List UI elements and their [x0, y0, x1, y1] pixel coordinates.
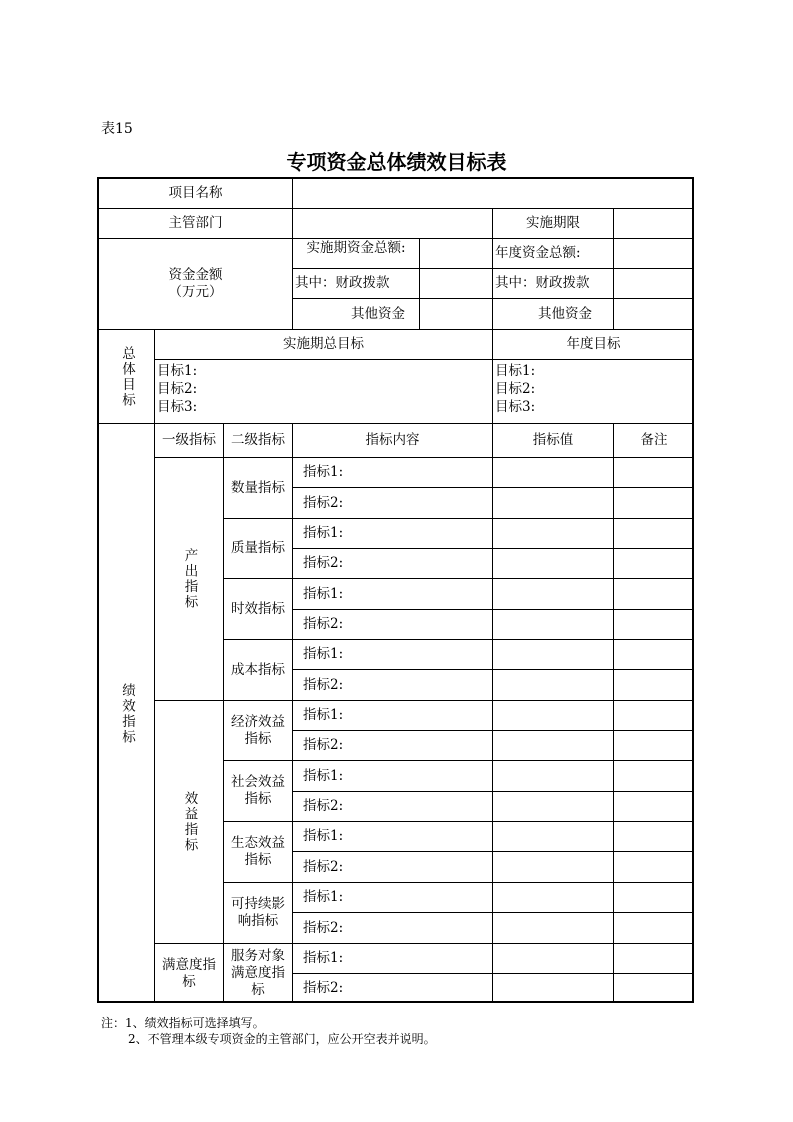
- document-title: 专项资金总体绩效目标表: [286, 150, 507, 174]
- footnote-1: 注：1、绩效指标可选择填写。: [101, 1016, 265, 1030]
- dept-value[interactable]: [293, 209, 492, 238]
- period-goal-3: 目标3:: [157, 399, 198, 415]
- other-label-2: 其他资金: [538, 305, 592, 322]
- period-goal-1: 目标1:: [157, 363, 198, 379]
- level2-sustainable: [224, 883, 292, 943]
- period-value[interactable]: [614, 209, 694, 238]
- fund-amount-unit: （万元）: [168, 284, 223, 300]
- col-level1-header: 一级指标: [162, 432, 216, 448]
- period-goal-header: 实施期总目标: [283, 336, 364, 352]
- period-goals-list[interactable]: [155, 360, 492, 423]
- level2-ecological-text: 生态效益指标: [231, 835, 285, 868]
- annual-goals-list[interactable]: [493, 360, 694, 423]
- level2-ecological: [224, 822, 292, 882]
- indicator-item[interactable]: 指标1:: [303, 950, 344, 966]
- indicator-item[interactable]: 指标2:: [303, 616, 344, 632]
- annual-total-label: 年度资金总额:: [495, 245, 581, 261]
- indicator-item[interactable]: 指标2:: [303, 798, 344, 814]
- performance-goal-table: [97, 177, 694, 1003]
- overall-goals-label-text: 总体目标: [119, 345, 135, 408]
- indicator-item[interactable]: 指标2:: [303, 676, 344, 693]
- level2-service-satisfaction: [224, 944, 292, 1003]
- annual-goal-3: 目标3:: [495, 399, 536, 415]
- annual-total-value[interactable]: [614, 239, 694, 268]
- col-content-header: 指标内容: [365, 432, 420, 448]
- table-number: 表15: [101, 121, 133, 137]
- indicator-item[interactable]: 指标2:: [303, 980, 344, 996]
- annual-goal-header: 年度目标: [566, 336, 621, 352]
- period-total-label-text: 实施期资金总额:: [306, 240, 406, 256]
- col-remark-header: 备注: [640, 432, 668, 448]
- dept-label: 主管部门: [168, 215, 223, 231]
- level1-satisfaction-text: 满意度指标: [162, 956, 216, 990]
- indicator-item[interactable]: 指标1:: [303, 464, 344, 480]
- level2-social: [224, 761, 292, 821]
- level1-benefit-text: 效益指标: [181, 791, 198, 853]
- indicator-item[interactable]: 指标1:: [303, 585, 344, 602]
- indicator-item[interactable]: 指标2:: [303, 555, 344, 571]
- fiscal-value-1[interactable]: [420, 269, 492, 298]
- annual-goal-2: 目标2:: [495, 381, 536, 397]
- level1-satisfaction: [155, 944, 223, 1003]
- fund-amount-label-text: 资金金额: [168, 267, 223, 283]
- footnotes: [101, 1015, 436, 1047]
- performance-indicators-label-text: 绩效指标: [119, 682, 135, 745]
- indicator-item[interactable]: 指标1:: [303, 646, 344, 662]
- project-name-label: 项目名称: [168, 185, 223, 201]
- indicator-item[interactable]: 指标1:: [303, 525, 344, 541]
- performance-indicators-label: [99, 424, 154, 1003]
- annual-goal-1: 目标1:: [495, 363, 536, 379]
- other-label-1: 其他资金: [351, 305, 405, 322]
- period-total-label: [293, 239, 419, 268]
- col-value-header: 指标值: [532, 432, 574, 448]
- other-value-2[interactable]: [614, 299, 694, 329]
- indicator-item[interactable]: 指标1:: [303, 828, 344, 844]
- level2-quality: 质量指标: [231, 540, 285, 556]
- indicator-item[interactable]: 指标2:: [303, 919, 344, 936]
- overall-goals-label: [99, 330, 154, 423]
- footnote-2: 2、不管理本级专项资金的主管部门，应公开空表并说明。: [128, 1032, 436, 1046]
- level2-sustainable-text: 可持续影响指标: [231, 896, 285, 929]
- period-label: 实施期限: [526, 215, 580, 231]
- level1-benefit: [155, 701, 223, 943]
- level1-output-text: 产出指标: [181, 548, 198, 610]
- indicator-item[interactable]: 指标1:: [303, 767, 344, 784]
- indicator-item[interactable]: 指标2:: [303, 737, 344, 753]
- indicator-item[interactable]: 指标2:: [303, 858, 344, 875]
- indicator-item[interactable]: 指标1:: [303, 707, 344, 723]
- indicator-item[interactable]: 指标1:: [303, 889, 344, 905]
- fiscal-value-2[interactable]: [614, 269, 694, 298]
- level2-social-text: 社会效益指标: [231, 774, 285, 807]
- period-goal-2: 目标2:: [157, 381, 198, 397]
- level2-service-satisfaction-text: 服务对象满意度指标: [231, 948, 285, 998]
- other-value-1[interactable]: [420, 299, 492, 329]
- fiscal-label-2: 其中：财政拨款: [495, 275, 590, 291]
- fund-amount-label: [99, 239, 292, 329]
- indicator-item[interactable]: 指标2:: [303, 494, 344, 511]
- period-total-value[interactable]: [420, 239, 492, 268]
- col-level2-header: 二级指标: [231, 432, 285, 448]
- level2-cost: 成本指标: [231, 661, 285, 678]
- level2-timeliness: 时效指标: [231, 600, 285, 617]
- fiscal-label-1: 其中：财政拨款: [295, 275, 390, 291]
- project-name-value[interactable]: [293, 179, 694, 208]
- level1-output: [155, 458, 223, 700]
- level2-economic: [224, 701, 292, 760]
- level2-quantity: 数量指标: [231, 479, 285, 496]
- level2-economic-text: 经济效益指标: [231, 713, 285, 747]
